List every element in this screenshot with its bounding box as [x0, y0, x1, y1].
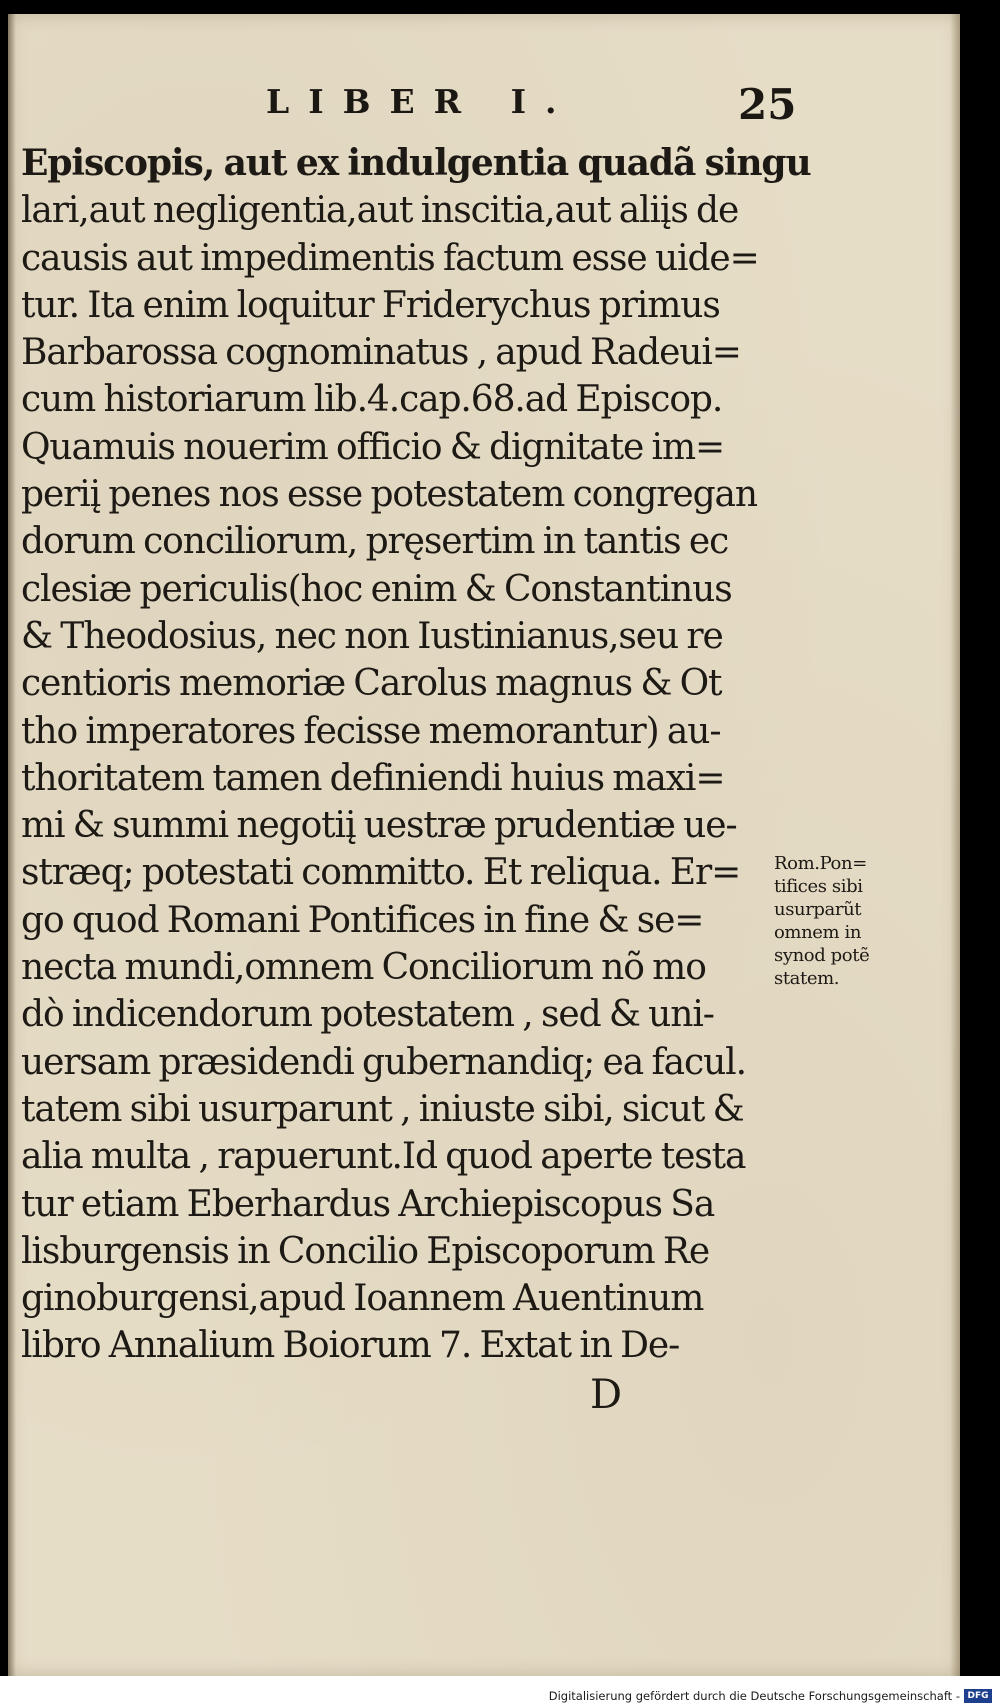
marginal-note-line: usurparũt: [774, 899, 862, 920]
text-line: ginoburgensi,apud Ioannem Auentinum: [21, 1278, 704, 1320]
text-line: lari,aut negligentia,aut inscitia,aut aliįs de: [21, 190, 739, 232]
text-line: dò indicendorum potestatem , sed & uni-: [21, 994, 714, 1036]
text-line: & Theodosius, nec non Iustinianus,seu re: [21, 615, 723, 657]
text-line: periį penes nos esse potestatem congregan: [21, 474, 757, 516]
text-line: centioris memoriæ Carolus magnus & Ot: [21, 663, 722, 705]
text-line: libro Annalium Boiorum 7. Extat in De-: [21, 1325, 680, 1367]
page-header: [0, 82, 1000, 132]
text-line: thoritatem tamen definiendi huius maxi=: [21, 757, 725, 799]
page-number: 25: [738, 80, 797, 129]
signature-mark: D: [590, 1372, 623, 1418]
text-line: go quod Romani Pontifices in fine & se=: [21, 899, 704, 941]
text-line: tur. Ita enim loquitur Friderychus primus: [21, 284, 720, 326]
text-line: dorum conciliorum, pręsertim in tantis ec: [21, 521, 729, 563]
marginal-note-line: statem.: [774, 968, 840, 989]
marginal-note-line: omnem in: [774, 922, 862, 943]
marginal-note-line: tifices sibi: [774, 876, 863, 897]
funding-credit: Digitalisierung gefördert durch die Deutsche Forschungsgemeinschaft -: [548, 1689, 960, 1703]
body-text: [21, 140, 811, 1370]
text-line: lisburgensis in Concilio Episcoporum Re: [21, 1230, 710, 1272]
text-line: cum historiarum lib.4.cap.68.ad Episcop.: [21, 379, 723, 421]
text-line: tho imperatores fecisse memorantur) au-: [21, 710, 721, 752]
page-gutter-shadow: [8, 14, 16, 1676]
text-line: tatem sibi usurparunt , iniuste sibi, sicut &: [21, 1088, 744, 1130]
text-line: tur etiam Eberhardus Archiepiscopus Sa: [21, 1183, 715, 1225]
text-line: alia multa , rapuerunt.Id quod aperte testa: [21, 1136, 746, 1178]
text-line: necta mundi,omnem Conciliorum nõ mo: [21, 947, 706, 989]
dfg-logo-icon: DFG: [964, 1689, 992, 1703]
text-line: Episcopis, aut ex indulgentia quadã singu: [21, 142, 811, 184]
footer-bar: [0, 1676, 1000, 1708]
running-title: LIBER I.: [266, 82, 576, 121]
text-line: stræq; potestati committo. Et reliqua. Er=: [21, 852, 741, 894]
page-edge-shadow: [950, 14, 960, 1676]
text-line: Quamuis nouerim officio & dignitate im=: [21, 426, 725, 468]
marginal-note-line: Rom.Pon=: [774, 853, 867, 874]
marginal-note: [774, 852, 924, 990]
text-line: causis aut impedimentis factum esse uide=: [21, 237, 759, 279]
text-line: clesiæ periculis(hoc enim & Constantinus: [21, 568, 732, 610]
marginal-note-line: synod potẽ: [774, 945, 870, 966]
text-line: Barbarossa cognominatus , apud Radeui=: [21, 332, 741, 374]
text-line: mi & summi negotiį uestræ prudentiæ ue-: [21, 805, 737, 847]
text-line: uersam præsidendi gubernandiq; ea facul.: [21, 1041, 746, 1083]
